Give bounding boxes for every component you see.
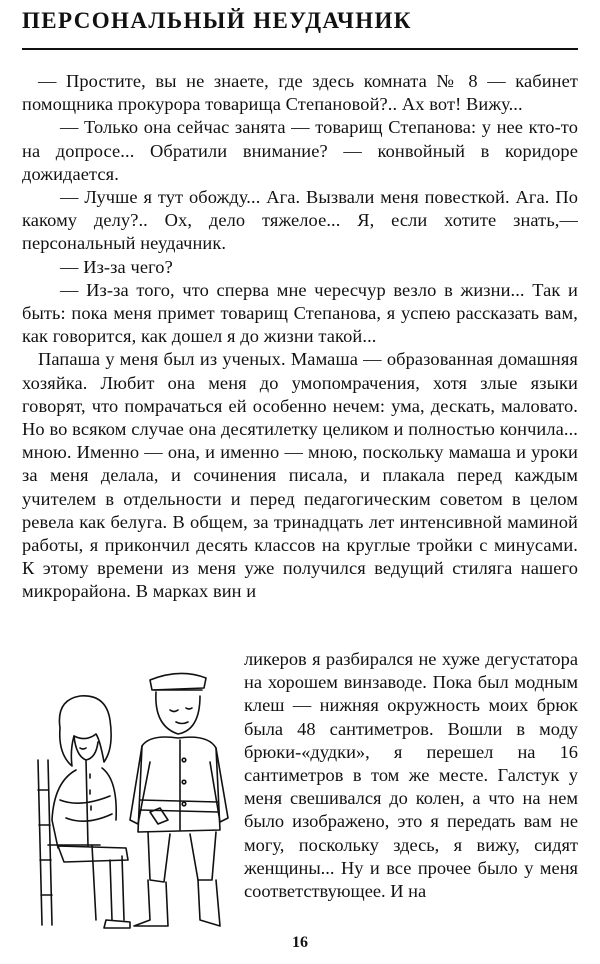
- paragraph: Папаша у меня был из ученых. Мамаша — образованная домашняя хозяйка. Любит она меня до умопомрачения, хотя злые языки говорят, что помрачаться ей особенно нечем: ума, дескать, маловато. Но во всяком случае она десятилетку целиком и полностью кончила... мною. Именно — она, и именно — мною, поскольку мамаша и уроки за меня делала, и сочинения писала, и плакала перед каждым учителем в отдельности и перед педагогическим советом в целом ревела как белуга. В общем, за тринадцать лет интенсивной маминой работы, я прикончил десять классов на круглые тройки с минусами. К этому времени из меня уже получился ведущий стиляга нашего микрорайона. В марках вин и: [22, 349, 578, 602]
- paragraph: — Лучше я тут обожду... Ага. Вызвали меня повесткой. Ага. По какому делу?.. Ох, дело тяжелое... Я, если хотите знать,— персональный неудачник.: [22, 187, 578, 254]
- paragraph: — Из-за того, что сперва мне чересчур везло в жизни... Так и быть: пока меня примет товарищ Степанова, я успею рассказать вам, как говорится, как дошел я до жизни такой...: [22, 279, 578, 347]
- chapter-title: ПЕРСОНАЛЬНЫЙ НЕУДАЧНИК: [22, 8, 412, 33]
- seated-man-figure: [52, 696, 130, 928]
- illustration-seated-man-and-guard: [30, 650, 240, 930]
- guard-figure: [130, 673, 228, 926]
- main-text: [22, 70, 578, 604]
- paragraph: — Простите, вы не знаете, где здесь комната № 8 — кабинет помощника прокурора товарища Степановой?.. Ах вот! Вижу...: [22, 71, 578, 115]
- header-divider: [22, 48, 578, 50]
- wrapped-text-beside-illustration: ликеров я разбирался не хуже дегустатора на хорошем винзаводе. Пока был модным клеш — нижняя окружность моих брюк была 48 сантиметров. Вошли в моду брюки-«дудки», я перешел на 16 сантиметров в том же месте. Галстук у меня свешивался до колен, а что на нем было изображено, это я передать вам не могу, поскольку здесь, я вижу, сидят женщины... Ну и все прочее было у меня соответствующее. И на: [244, 649, 578, 902]
- paragraph: — Только она сейчас занята — товарищ Степанова: у нее кто-то на допросе... Обратили внимание? — конвойный в коридоре дожидается.: [22, 117, 578, 184]
- paragraph: — Из-за чего?: [60, 256, 173, 277]
- page-number: 16: [292, 934, 308, 951]
- chair-icon: [38, 760, 100, 925]
